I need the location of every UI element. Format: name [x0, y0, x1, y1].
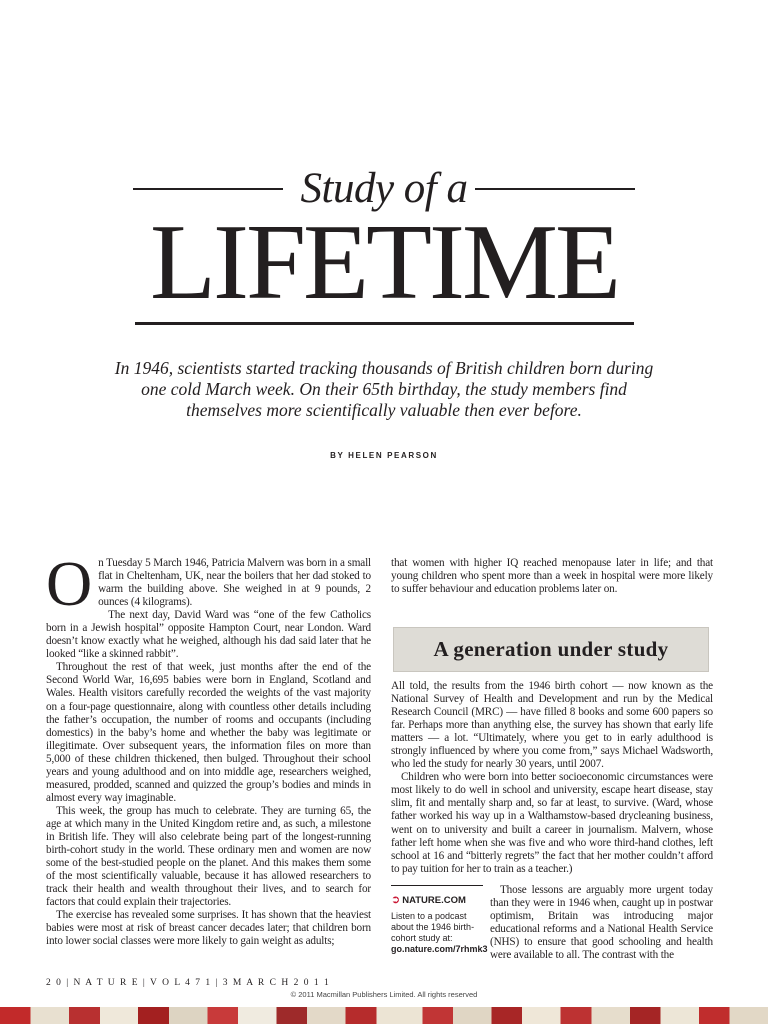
sidebar-text: Listen to a podcast about the 1946 birth-cohort study at: — [391, 911, 475, 943]
title-divider — [135, 322, 634, 325]
drop-cap: O — [46, 548, 93, 619]
arrow-icon: ➲ — [391, 894, 401, 906]
folio: 2 0 | N A T U R E | V O L 4 7 1 | 3 M A R C H 2 0 1 1 — [46, 978, 331, 988]
paragraph: that women with higher IQ reached menopause later in life; and that young children who spent more than a week in hospital were more likely to suffer behaviour and education problems later on. — [391, 557, 713, 596]
paragraph: This week, the group has much to celebrate. They are turning 65, the age at which many in the United Kingdom retire and, as such, a milestone in British life. They will also celebrate being part of the longest-running birth-cohort study in the world. These ordinary men and women are now some of the best-studied people on the planet. And this makes them some of the most scientifically valuable, because it has allowed researchers to track their health and wealth throughout their lives, and to search for factors that could explain their trajectories. — [46, 804, 371, 909]
paragraph: The exercise has revealed some surprises. It has shown that the heaviest babies were most at risk of breast cancer decades later; that children born into lower social classes were more likely to gain weight as adults; — [46, 909, 371, 948]
podcast-sidebar — [391, 894, 488, 955]
podcast-link[interactable]: go.nature.com/7rhmk3 — [391, 944, 488, 954]
subheading-banner — [393, 627, 709, 672]
paragraph: The next day, David Ward was “one of the few Catholics born in a Jewish hospital” opposite Hampton Court, near London. Ward doesn’t know exactly what he weighed, although his dad said later that he looked “like a skinned rabbit”. — [46, 609, 371, 661]
title-kicker: Study of a — [300, 165, 468, 212]
photo-strip — [0, 1007, 768, 1024]
paragraph: Children who were born into better socioeconomic circumstances were most likely to do well in school and university, escape heart disease, stay slim, fit and mentally sharp and, so far at least, to survive. (Ward, whose father worked his way up in a Walthamstow-based drycleaning business, went on to university and built a career in journalism. Malvern, whose father left home when she was five and who wore third-hand clothes, left school at 16 and “bitterly regrets” the fact that her mother couldn’t afford to pay tuition for her to train as a teacher.) — [391, 771, 713, 875]
column-right-top — [391, 557, 713, 596]
subheading: A generation under study — [433, 637, 669, 661]
paragraph: Throughout the rest of that week, just months after the end of the Second World War, 16,695 babies were born in England, Scotland and Wales. Health visitors carefully recorded the weights of the vast majority on a four-page questionnaire, along with countless other details including the father’s occupation, the number of rooms and occupants (including domestics) in the baby’s home and whether the baby was legitimate or illegitimate. Over subsequent years, the information files on more than 5,000 of these children thickened, then bulged. Throughout their school years and young adulthood and on into middle age, researchers weighed, measured, prodded, scanned and quizzed the group’s bodies and minds in almost every way imaginable. — [46, 661, 371, 804]
column-right-bottom — [490, 884, 713, 962]
sidebar-heading: ➲ NATURE.COM — [391, 894, 466, 906]
column-left — [46, 548, 371, 948]
paragraph: Those lessons are arguably more urgent today than they were in 1946 when, caught up in postwar optimism, Britain was introducing major educational reforms and a National Health Service (NHS) to ensure that good schooling and health were available to all. The contrast with the — [490, 884, 713, 962]
page-title: LIFETIME — [150, 203, 618, 322]
sidebar-rule — [391, 885, 483, 886]
title-rule-right — [475, 188, 635, 190]
standfirst: In 1946, scientists started tracking thousands of British children born during one cold March week. On their 65th birthday, the study members find themselves more scientifically valuable then ever before. — [114, 358, 654, 420]
paragraph: All told, the results from the 1946 birth cohort — now known as the National Survey of Health and Development and run by the Medical Research Council (MRC) — have filled 8 books and some 600 papers so far. Perhaps more than anything else, the survey has shown that early life matters — a lot. “Ultimately, where you get to in early adulthood is strongly influenced by where you come from,” says Michael Wadsworth, who led the study for nearly 30 years, until 2007. — [391, 680, 713, 771]
copyright: © 2011 Macmillan Publishers Limited. All rights reserved — [290, 990, 478, 999]
byline: BY HELEN PEARSON — [330, 451, 438, 460]
paragraph: On Tuesday 5 March 1946, Patricia Malvern was born in a small flat in Cheltenham, UK, near the boilers that her dad stoked to warm the building above. She weighed in at 9 pounds, 2 ounces (4 kilograms). — [46, 548, 371, 619]
column-right-middle — [391, 680, 713, 876]
